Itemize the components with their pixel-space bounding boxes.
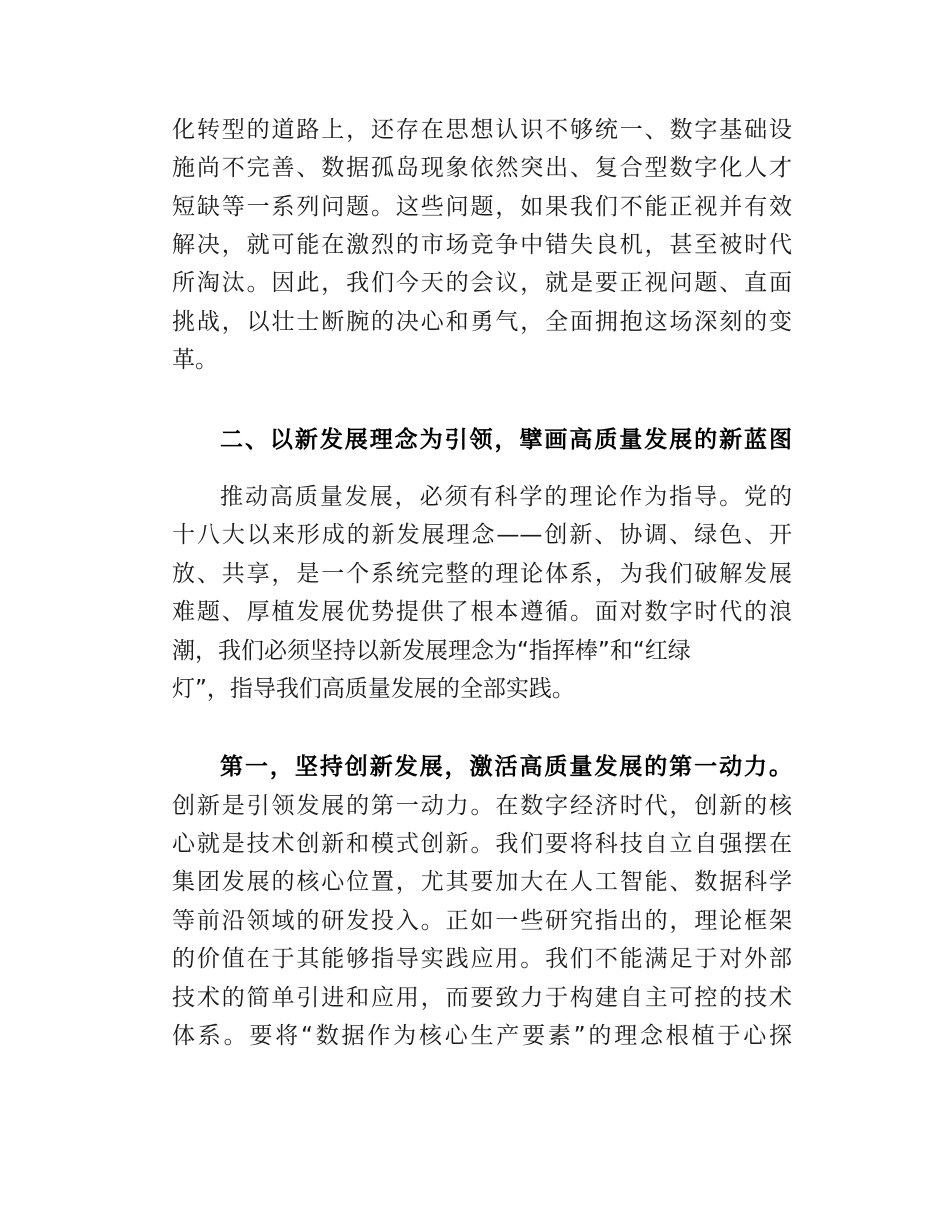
- body-text-line: 十八大以来形成的新发展理念——创新、协调、绿色、开: [172, 522, 792, 548]
- body-text-line: 体系。要将“数据作为核心生产要素”的理念根植于心探: [172, 1023, 792, 1049]
- body-text-line: 短缺等一系列问题。这些问题，如果我们不能正视并有效: [172, 194, 792, 220]
- body-text-line: 挑战，以壮士断腕的决心和勇气，全面拥抱这场深刻的变: [172, 309, 792, 335]
- body-text-line: 所淘汰。因此，我们今天的会议，就是要正视问题、直面: [172, 270, 792, 296]
- body-text-line: 的价值在于其能够指导实践应用。我们不能满足于对外部: [172, 946, 792, 972]
- body-text-line: 难题、厚植发展优势提供了根本遵循。面对数字时代的浪: [172, 599, 792, 625]
- body-text-line: 技术的简单引进和应用，而要致力于构建自主可控的技术: [172, 985, 792, 1011]
- body-text-line: 解决，就可能在激烈的市场竞争中错失良机，甚至被时代: [172, 232, 792, 258]
- subsection-heading: 第一，坚持创新发展，激活高质量发展的第一动力。: [220, 754, 792, 780]
- body-text-line: 推动高质量发展，必须有科学的理论作为指导。党的: [220, 484, 792, 510]
- body-text-line: 集团发展的核心位置，尤其要加大在人工智能、数据科学: [172, 869, 792, 895]
- body-text-line: 灯”，指导我们高质量发展的全部实践。: [172, 676, 575, 702]
- body-text-line: 革。: [172, 347, 218, 373]
- body-text-line: 心就是技术创新和模式创新。我们要将科技自立自强摆在: [172, 831, 792, 857]
- body-text-line: 创新是引领发展的第一动力。在数字经济时代，创新的核: [172, 793, 792, 819]
- section-heading: 二、以新发展理念为引领，擘画高质量发展的新蓝图: [220, 427, 792, 453]
- body-text-line: 等前沿领域的研发投入。正如一些研究指出的，理论框架: [172, 908, 792, 934]
- body-text-line: 潮，我们必须坚持以新发展理念为“指挥棒”和“红绿: [172, 638, 691, 664]
- body-text-line: 放、共享，是一个系统完整的理论体系，为我们破解发展: [172, 561, 792, 587]
- body-text-line: 施尚不完善、数据孤岛现象依然突出、复合型数字化人才: [172, 155, 792, 181]
- body-text-line: 化转型的道路上，还存在思想认识不够统一、数字基础设: [172, 117, 792, 143]
